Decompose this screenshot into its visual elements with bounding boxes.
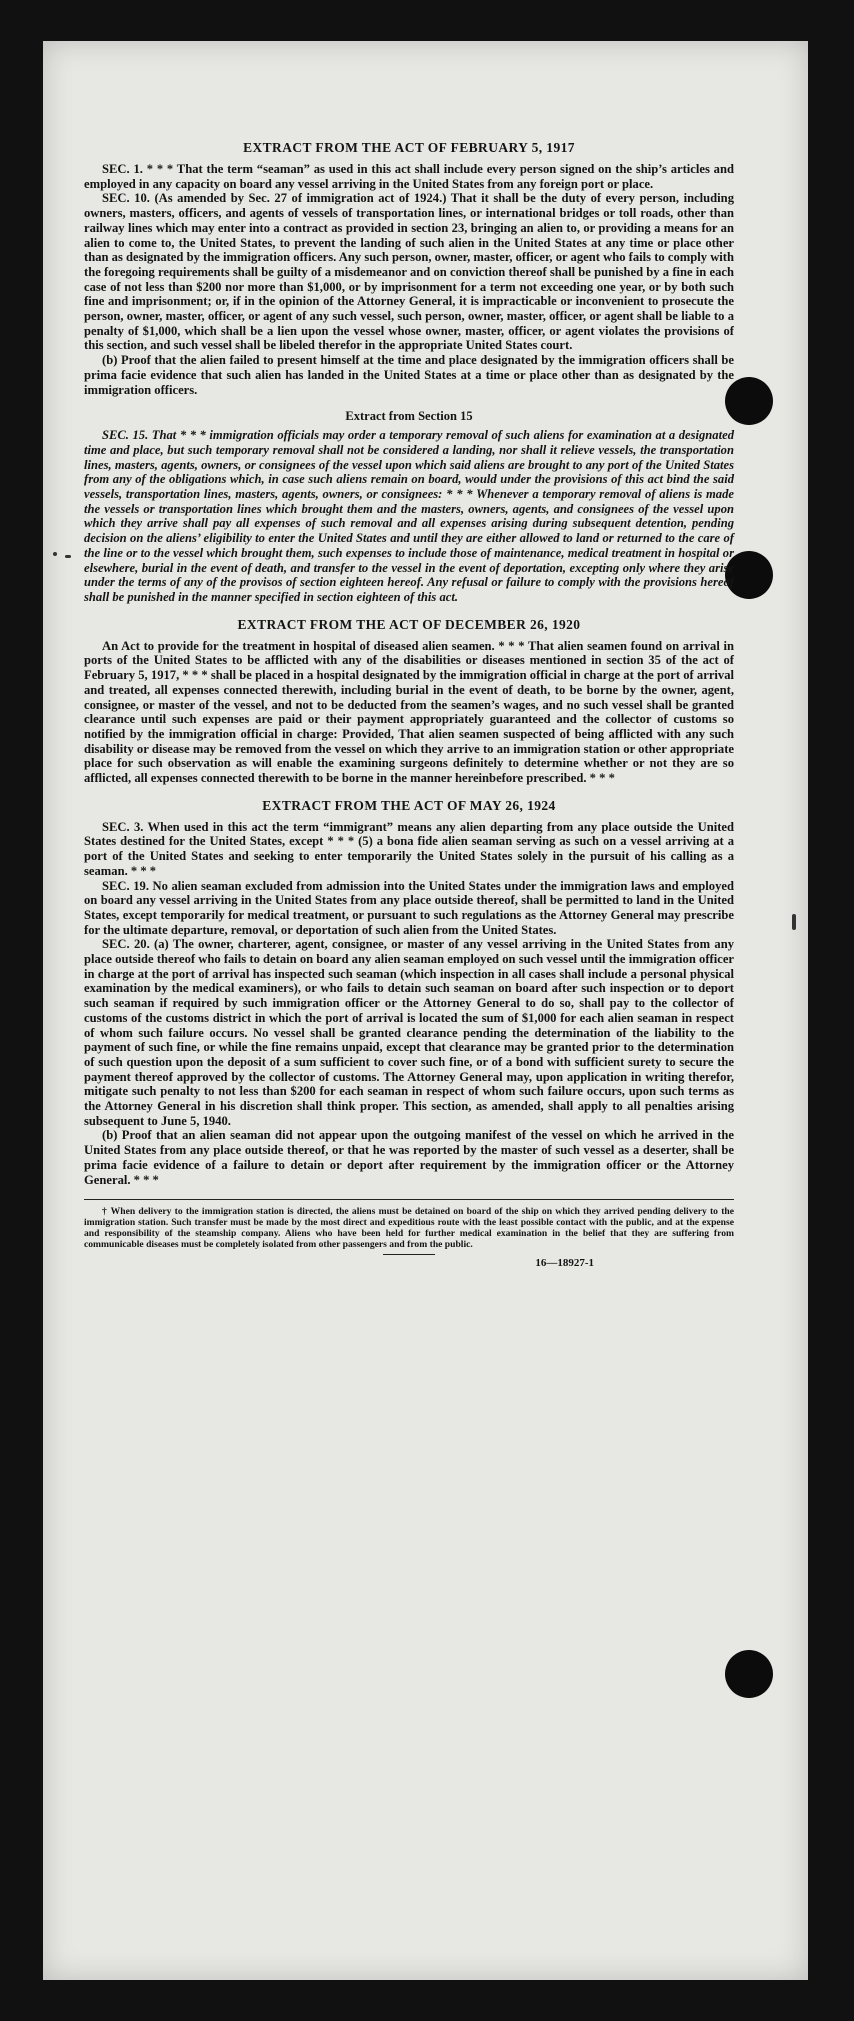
section-act-feb-1917 <box>84 140 734 397</box>
section-act-may-1924 <box>84 798 734 1188</box>
paragraph-sec-20-a: SEC. 20. (a) The owner, charterer, agent, consignee, or master of any vessel arriving in the United States from any place outside thereof who fails to detain on board any alien seaman employed on such vessel until the immigration officer in charge at the port of arrival has inspected such seaman (which inspection in all cases shall include a personal physical examination by the medical examiners), or who fails to detain such seaman on board after such inspection or to deport such seaman if required by such immigration officer or the Attorney General to do so, shall pay to the collector of customs of the customs district in which the port of arrival is located the sum of $1,000 for each alien seaman in respect of whom such failure occurs. No vessel shall be granted clearance pending the determination of the liability to the payment of such fine, or while the fine remains unpaid, except that clearance may be granted prior to the determination of such question upon the deposit of a sum sufficient to cover such fine, or of a bond with sufficient surety to secure the payment thereof approved by the collector of customs. The Attorney General may, upon application in writing therefor, mitigate such penalty to not less than $200 for each seaman in respect of whom such failure occurs, upon such terms as the Attorney General in his discretion shall think proper. This section, as amended, shall apply to all penalties arising subsequent to June 5, 1940. <box>84 937 734 1128</box>
paragraph-sec-20-b: (b) Proof that an alien seaman did not appear upon the outgoing manifest of the vessel on which he arrived in the United States from any place outside thereof, or that he was reported by the master of such vessel as a deserter, shall be prima facie evidence of a failure to detain or deport after requirement by the immigration officer or the Attorney General. * * * <box>84 1128 734 1187</box>
section-extract-sec-15 <box>84 409 734 604</box>
scan-speck <box>792 914 796 930</box>
scan-speck <box>53 552 57 556</box>
section-heading: Extract from Section 15 <box>345 409 473 424</box>
paragraph-sec-3: SEC. 3. When used in this act the term “immigrant” means any alien departing from any place outside the United States destined for the United States, except * * * (5) a bona fide alien seaman serving as such on a vessel arriving at a port of the United States and seeking to enter temporarily the United States solely in the pursuit of his calling as a seaman. * * * <box>84 819 734 878</box>
footnote-divider <box>84 1199 734 1200</box>
paragraph-sec-10-b: (b) Proof that the alien failed to present himself at the time and place designated by the immigration officers shall be prima facie evidence that such alien has landed in the United States at a time or place other than as designated by the immigration officers. <box>84 353 734 397</box>
paragraph-sec-1: SEC. 1. * * * That the term “seaman” as used in this act shall include every person signed on the ship’s articles and employed in any capacity on board any vessel arriving in the United States from any foreign port or place. <box>84 162 734 191</box>
punch-hole <box>725 1650 773 1698</box>
end-divider <box>383 1254 435 1255</box>
section-heading: EXTRACT FROM THE ACT OF DECEMBER 26, 1920 <box>237 616 581 632</box>
paragraph-sec-15: SEC. 15. That * * * immigration officials may order a temporary removal of such aliens for examination at a designated time and place, but such temporary removal shall not be considered a landing, nor shall it relieve vessels, the transportation lines, masters, agents, owners, or consignees of the vessel upon which said aliens are brought to any port of the United States from any of the obligations which, in case such aliens remain on board, would under the provisions of this act bind the said vessels, transportation lines, masters, agents, owners, or consignees: * * * Whenever a temporary removal of aliens is made the vessels or transportation lines which brought them and the masters, owners, agents, and consignees of the vessel upon which they arrive shall pay all expenses of such removal and all expenses arising during subsequent detention, pending decision on the aliens’ eligibility to enter the United States and until they are either allowed to land or returned to the care of the line or to the vessel which brought them, such expenses to include those of maintenance, medical treatment in hospital or elsewhere, burial in the event of death, and transfer to the vessel in the event of deportation, excepting only where they arise under the terms of any of the provisos of section eighteen hereof. Any refusal or failure to comply with the provisions hereof shall be punished in the manner specified in section eighteen of this act. <box>84 428 734 604</box>
document-body <box>84 140 734 1269</box>
section-heading: EXTRACT FROM THE ACT OF FEBRUARY 5, 1917 <box>243 140 575 155</box>
scan-speck <box>65 555 71 558</box>
footnote: † When delivery to the immigration station is directed, the aliens must be detained on board of the ship on which they arrived pending delivery to the immigration station. Such transfer must be made by the most direct and expeditious route with the least possible contact with the public, and at the expense and responsibility of the steamship company. Aliens who have been held for further medical examination in the belief that they are suffering from communicable diseases must be completely isolated from other passengers and from the public. <box>84 1206 734 1251</box>
paragraph-sec-10: SEC. 10. (As amended by Sec. 27 of immigration act of 1924.) That it shall be the duty of every person, including owners, masters, officers, and agents of vessels of transportation lines, or international bridges or toll roads, other than railway lines which may enter into a contract as provided in section 23, bringing an alien to, or providing a means for an alien to come to, the United States, to prevent the landing of such alien in the United States at any time or place other than as designated by the immigration officers. Any such person, owner, master, officer, or agent who fails to comply with the foregoing requirements shall be guilty of a misdemeanor and on conviction thereof shall be punished by a fine in each case of not less than $200 nor more than $1,000, or by imprisonment for a term not exceeding one year, or by both such fine and imprisonment; or, if in the opinion of the Attorney General, it is impracticable or inconvenient to prosecute the person, owner, master, officer, or agent of any such vessel, such person, owner, master, officer, or agent shall be liable to a penalty of $1,000, which shall be a lien upon the vessel whose owner, master, officer, or agent violates the provisions of this section, and such vessel shall be libeled therefor in the appropriate United States court. <box>84 191 734 353</box>
form-code: 16—18927-1 <box>535 1257 594 1270</box>
paragraph-sec-19: SEC. 19. No alien seaman excluded from admission into the United States under the immigration laws and employed on board any vessel arriving in the United States from any place outside thereof, shall be permitted to land in the United States, except temporarily for medical treatment, or pursuant to such regulations as the Attorney General may prescribe for the ultimate departure, removal, or deportation of such alien from the United States. <box>84 878 734 937</box>
section-act-dec-1920 <box>84 617 734 786</box>
section-heading: EXTRACT FROM THE ACT OF MAY 26, 1924 <box>262 797 556 813</box>
paragraph-hospital-act: An Act to provide for the treatment in hospital of diseased alien seamen. * * * That alien seamen found on arrival in ports of the United States to be afflicted with any of the disabilities or diseases mentioned in section 35 of the act of February 5, 1917, * * * shall be placed in a hospital designated by the immigration official in charge at the port of arrival and treated, all expenses connected therewith, including burial in the event of death, to be borne by the owner, agent, consignee, or master of the vessel, and not to be deducted from the seamen’s wages, and no such vessel shall be granted clearance until such expenses are paid or their payment appropriately guaranteed and the collector of customs so notified by the immigration official in charge: Provided, That alien seamen suspected of being afflicted with any such disability or disease may be removed from the vessel on which they arrive to an immigration station or other appropriate place for such observation as will enable the examining surgeons definitely to determine whether or not they are so afflicted, all expenses connected therewith to be borne in the manner hereinbefore prescribed. * * * <box>84 638 734 786</box>
